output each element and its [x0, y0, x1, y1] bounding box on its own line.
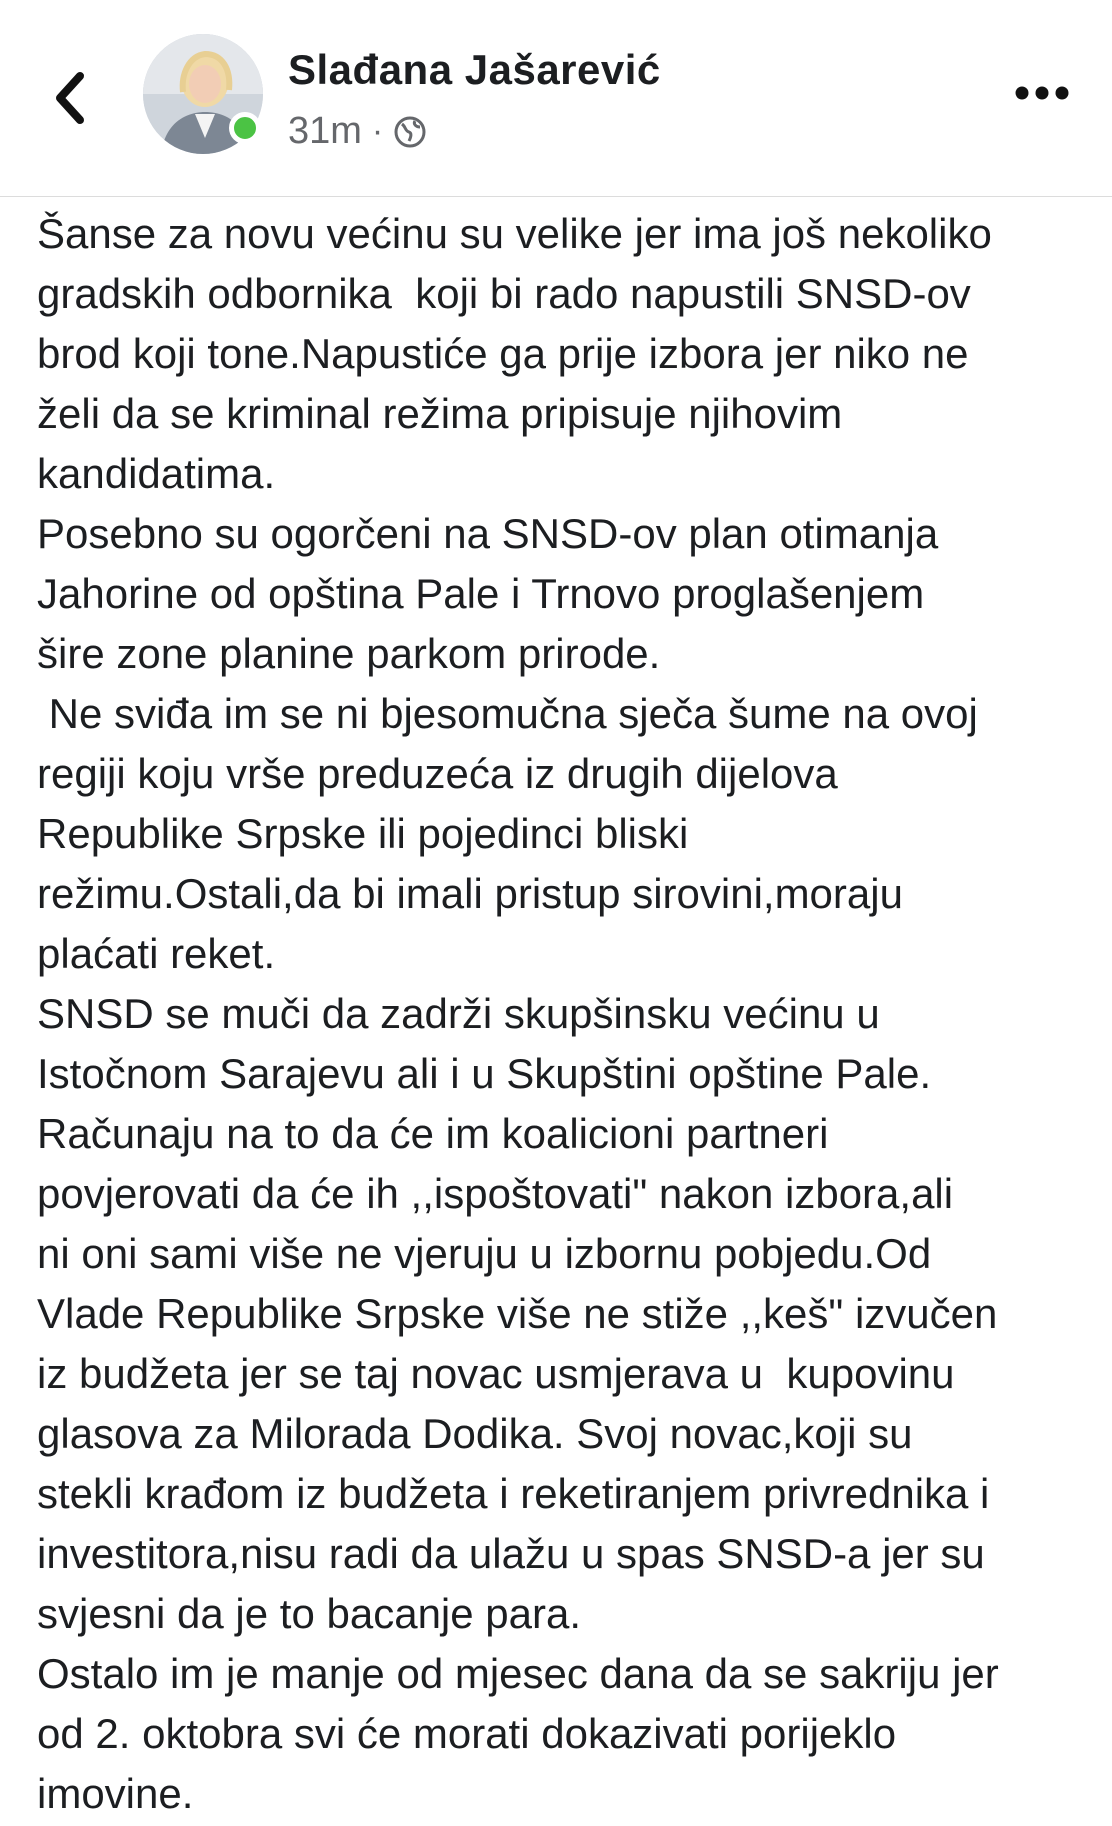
more-options-button[interactable] [1002, 68, 1082, 118]
online-status-dot [229, 112, 261, 144]
more-options-icon [1014, 85, 1070, 101]
post-text-line: glasova za Milorada Dodika. Svoj novac,koji su [37, 1410, 913, 1457]
post-text-line: ni oni sami više ne vjeruju u izbornu pobjedu.Od [37, 1230, 932, 1277]
back-button[interactable] [40, 58, 100, 138]
post-text-line: režimu.Ostali,da bi imali pristup sirovini,moraju [37, 870, 903, 917]
post-body [37, 204, 1087, 1824]
post-text-line: Ne sviđa im se ni bjesomučna sječa šume na ovoj [37, 690, 978, 737]
post-text-line: Posebno su ogorčeni na SNSD-ov plan otimanja [37, 510, 939, 557]
post-meta [288, 110, 427, 153]
post-text-line: Istočnom Sarajevu ali i u Skupštini opštine Pale. [37, 1050, 932, 1097]
post-text-line: investitora,nisu radi da ulažu u spas SNSD-a jer su [37, 1530, 985, 1577]
post-text-line: Vlade Republike Srpske više ne stiže ,,keš" izvučen [37, 1290, 998, 1337]
post-text-line: imovine. [37, 1770, 194, 1817]
author-avatar[interactable] [143, 34, 263, 154]
post-time[interactable]: 31m [288, 110, 362, 152]
post-text-line: povjerovati da će ih ,,ispoštovati" nakon izbora,ali [37, 1170, 954, 1217]
meta-separator: · [371, 112, 384, 150]
chevron-left-icon [50, 68, 90, 128]
post-text-line: svjesni da je to bacanje para. [37, 1590, 582, 1637]
post-text-line: Republike Srpske ili pojedinci bliski [37, 810, 689, 857]
post-text-line: iz budžeta jer se taj novac usmjerava u kupovinu [37, 1350, 955, 1397]
post-text-line: šire zone planine parkom prirode. [37, 630, 661, 677]
post-text-line: gradskih odbornika koji bi rado napustili SNSD-ov [37, 270, 971, 317]
post-text-line: Šanse za novu većinu su velike jer ima još nekoliko [37, 210, 992, 257]
globe-icon [393, 115, 427, 149]
post-text-line: želi da se kriminal režima pripisuje njihovim [37, 390, 843, 437]
post-text-line: plaćati reket. [37, 930, 276, 977]
post-text-line: kandidatima. [37, 450, 276, 497]
post-text-line: brod koji tone.Napustiće ga prije izbora jer niko ne [37, 330, 969, 377]
post-text-line: SNSD se muči da zadrži skupšinsku većinu u [37, 990, 880, 1037]
post-text-line: regiji koju vrše preduzeća iz drugih dijelova [37, 750, 838, 797]
post-text-line: od 2. oktobra svi će morati dokazivati porijeklo [37, 1710, 897, 1757]
post-text-line: Jahorine od opština Pale i Trnovo proglašenjem [37, 570, 925, 617]
post-header [0, 0, 1112, 197]
post-text-line: Ostalo im je manje od mjesec dana da se sakriju jer [37, 1650, 999, 1697]
post-text-line: stekli krađom iz budžeta i reketiranjem privrednika i [37, 1470, 990, 1517]
author-name[interactable]: Slađana Jašarević [288, 46, 661, 93]
post-text-line: Računaju na to da će im koalicioni partneri [37, 1110, 829, 1157]
